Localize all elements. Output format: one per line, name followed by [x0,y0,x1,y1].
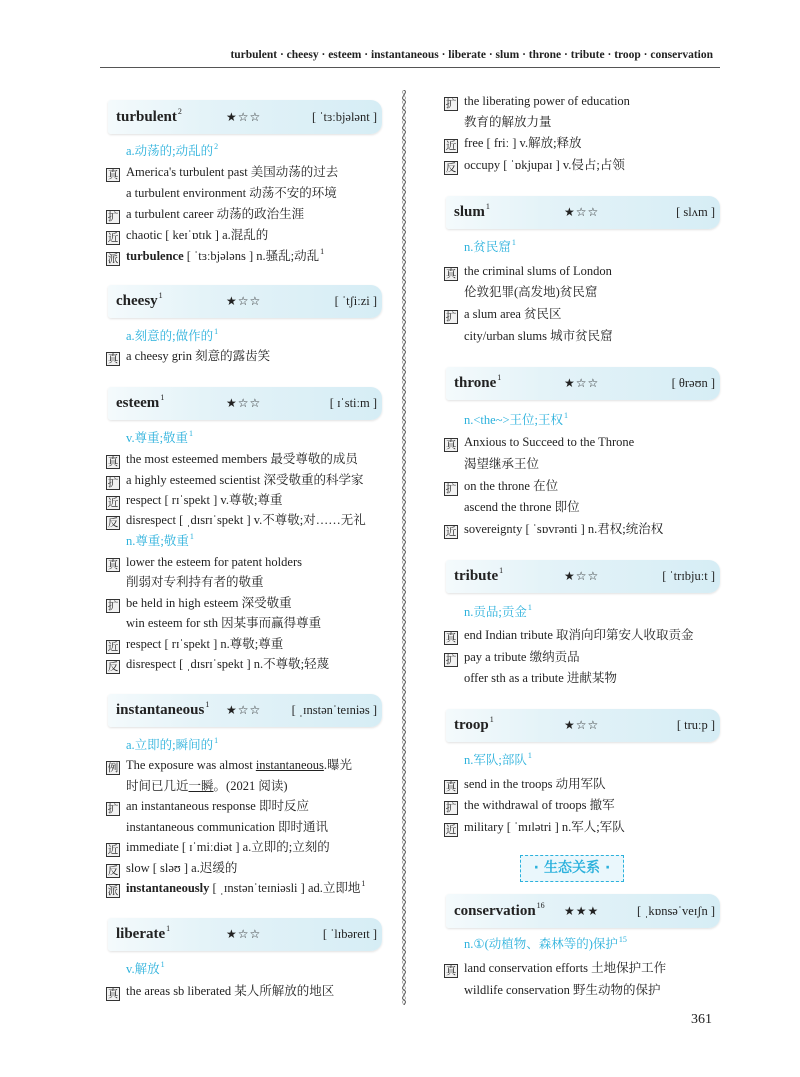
phonetic: [ ˈtɜːbjələnt ] [312,110,377,124]
synonym-line [444,133,582,153]
real-exam-tag: 真 [445,268,457,280]
line-text: chaotic [ keɪˈɒtɪk ] a.混乱的 [126,228,269,242]
headword-frequency: 1 [485,202,490,211]
difficulty-stars: ★☆☆ [226,703,262,717]
frequency: 1 [361,879,366,888]
headword: tribute [454,568,499,584]
phonetic: [ ɪˈstiːm ] [329,396,377,410]
real-exam-example-line [106,346,270,366]
sense-frequency: 1 [214,327,219,336]
line-text: instantaneous communication 即时通讯 [126,820,329,834]
extension-tag: 扩 [107,600,119,612]
synonym-line [106,837,330,857]
line-text: a highly esteemed scientist 深受敬重的科学家 [126,473,364,487]
sense-text: v.解放 [126,962,160,976]
real-exam-tag: 真 [107,456,119,468]
sense-definition [444,934,627,954]
line-text: on the throne 在位 [464,479,559,493]
line-text: a turbulent career 动荡的政治生涯 [126,207,305,221]
headword: esteem [116,395,160,411]
line-text: [ ˈtɜːbjələns ] n.骚乱;动乱 [183,249,320,263]
real-exam-example-line [106,981,334,1001]
entry-header-throne [446,367,720,400]
difficulty-stars: ★☆☆ [564,376,600,390]
underlined-translation: 一瞬 [188,779,214,793]
line-text: slow [ sləʊ ] a.迟缓的 [126,861,238,875]
line-text: send in the troops 动用军队 [464,777,606,791]
headword: troop [454,717,489,733]
synonym-tag: 近 [445,140,457,152]
sense-definition [444,410,568,430]
difficulty-stars: ★☆☆ [226,927,262,941]
difficulty-stars: ★☆☆ [226,396,262,410]
entry-header-turbulent [108,100,382,134]
extension-tag: 扩 [107,211,119,223]
line-text: lower the esteem for patent holders [126,555,302,569]
headword-wrap [454,894,545,928]
headword-frequency: 1 [497,373,502,382]
section-label: 生态关系 [544,860,600,876]
real-exam-example-line [106,162,338,182]
entry-header-tribute [446,560,720,593]
difficulty-stars: ★☆☆ [564,718,600,732]
continuation-line [444,454,539,474]
headword-frequency: 1 [499,566,504,575]
synonym-line [106,634,283,654]
real-exam-tag: 真 [107,988,119,1000]
headword: slum [454,204,485,220]
sense-definition [444,750,532,770]
line-text: free [ friː ] v.解放;释放 [464,136,582,150]
sense-text: a.刻意的;做作的 [126,329,214,343]
extended-phrase-line [444,647,580,667]
sense-frequency: 1 [527,751,532,760]
line-text: occupy [ ˈɒkjupaɪ ] v.侵占;占领 [464,158,625,172]
line-text: a slum area 贫民区 [464,307,562,321]
headword-frequency: 1 [160,393,165,402]
page-number: 361 [691,1012,712,1027]
sense-text: n.①(动植物、森林等的)保护 [464,937,618,951]
headword-wrap [116,100,182,134]
line-text: offer sth as a tribute 进献某物 [464,671,617,685]
headword: throne [454,375,497,391]
synonym-line [444,519,663,539]
sense-text: a.立即的;瞬间的 [126,738,214,752]
continuation-line [444,112,552,132]
antonym-line [106,654,329,674]
headword-frequency: 2 [177,107,182,116]
continuation-line [444,980,661,1000]
line-text: The exposure was almost [126,758,256,772]
sense-frequency: 1 [527,603,532,612]
continuation-line [444,282,597,302]
synonym-tag: 近 [107,844,119,856]
difficulty-stars: ★☆☆ [226,294,262,308]
extended-phrase-line [106,796,309,816]
continuation-line [444,668,617,688]
extension-tag: 扩 [445,483,457,495]
extension-tag: 扩 [445,802,457,814]
headword-wrap [116,694,209,727]
extended-phrase-line [106,470,363,490]
extension-tag: 扩 [445,311,457,323]
derivative-line [106,878,365,898]
extension-tag: 扩 [445,98,457,110]
underlined-keyword: instantaneous [255,758,324,772]
line-text: [ ˌɪnstənˈteɪniəsli ] ad.立即地 [209,881,361,895]
real-exam-example-line [444,774,606,794]
sense-frequency: 1 [214,736,219,745]
sense-text: n.贡品;贡金 [464,605,527,619]
real-exam-tag: 真 [445,965,457,977]
sense-text: v.尊重;敬重 [126,431,189,445]
section-bullet: · [605,860,611,876]
real-exam-tag: 真 [445,632,457,644]
headword-wrap [454,367,501,400]
phonetic: [ ˌɪnstənˈteɪniəs ] [291,703,377,717]
line-text: 削弱对专利持有者的敬重 [126,575,264,589]
entry-header-liberate [108,918,382,951]
line-text: a cheesy grin 刻意的露齿笑 [126,349,271,363]
line-text: 。(2021 阅读) [213,779,288,793]
antonym-tag: 反 [107,661,119,673]
line-text: the liberating power of education [464,94,630,108]
sense-definition [106,735,218,755]
extension-tag: 扩 [107,477,119,489]
synonym-tag: 近 [445,526,457,538]
headword-wrap [454,196,490,229]
continuation-line [106,613,321,633]
synonym-tag: 近 [445,824,457,836]
sense-frequency: 1 [189,532,194,541]
antonym-line [106,510,366,530]
difficulty-stars: ★☆☆ [564,569,600,583]
real-exam-example-line [444,261,612,281]
real-exam-example-line [444,432,634,452]
extended-phrase-line [444,795,615,815]
real-exam-tag: 真 [107,559,119,571]
difficulty-stars: ★☆☆ [226,110,262,124]
entry-header-cheesy [108,285,382,318]
headword: conservation [454,903,536,919]
derivative-word: turbulence [126,249,184,263]
headword-frequency: 1 [205,700,210,709]
sense-definition [444,237,516,257]
line-text: the most esteemed members 最受尊敬的成员 [126,452,358,466]
sense-frequency: 1 [563,411,568,420]
antonym-tag: 反 [107,517,119,529]
line-text: Anxious to Succeed to the Throne [464,435,635,449]
headword-frequency: 1 [489,715,494,724]
headword-wrap [454,709,494,742]
headword-wrap [454,560,503,593]
real-exam-tag: 真 [445,781,457,793]
extended-phrase-line [444,304,562,324]
extended-phrase-line [106,593,292,613]
headword: turbulent [116,109,177,125]
sense-frequency: 1 [189,429,194,438]
phonetic: [ ˌkɒnsəˈveɪʃn ] [636,904,715,918]
continuation-line [444,326,613,346]
derivative-tag: 派 [107,885,119,897]
sense-frequency: 1 [160,960,165,969]
real-exam-tag: 真 [445,439,457,451]
sense-definition [106,326,218,346]
antonym-line [444,155,625,175]
real-exam-example-line [444,625,694,645]
headword-frequency: 1 [166,924,171,933]
real-exam-example-line [106,552,302,572]
continuation-line [444,497,580,517]
real-exam-example-line [106,449,358,469]
headword-frequency: 16 [536,901,545,910]
sense-text: n.尊重;敬重 [126,534,189,548]
extended-phrase-line [444,476,558,496]
synonym-tag: 近 [107,641,119,653]
line-text: be held in high esteem 深受敬重 [126,596,292,610]
sense-definition [106,428,193,448]
real-exam-tag: 真 [107,353,119,365]
phonetic: [ θrəʊn ] [671,376,715,390]
sense-text: n.军队;部队 [464,753,527,767]
sense-frequency: 15 [618,935,627,944]
line-text: city/urban slums 城市贫民窟 [464,329,613,343]
headword-frequency: 1 [158,291,163,300]
line-text: the criminal slums of London [464,264,612,278]
example-sentence-line [106,755,352,775]
example-tag: 例 [107,762,119,774]
derivative-word: instantaneously [126,881,210,895]
antonym-line [106,858,237,878]
line-text: 渴望继承王位 [464,457,540,471]
line-text: land conservation efforts 土地保护工作 [464,961,667,975]
sense-definition [106,531,194,551]
line-text: America's turbulent past 美国动荡的过去 [126,165,339,179]
line-text: .曝光 [323,758,353,772]
header-rule [100,67,720,68]
continuation-line [106,183,337,203]
phonetic: [ ˈtrɪbjuːt ] [662,569,715,583]
line-text: 伦敦犯罪(高发地)贫民窟 [464,285,598,299]
extended-phrase-line [444,91,630,111]
frequency: 1 [320,247,325,256]
difficulty-stars: ★★★ [564,904,600,918]
line-text: disrespect [ ˌdɪsrɪˈspekt ] n.不尊敬;轻蔑 [126,657,330,671]
line-text: 教育的解放力量 [464,115,552,129]
synonym-line [106,490,282,510]
line-text: end Indian tribute 取消向印第安人收取贡金 [464,628,694,642]
line-text: the withdrawal of troops 撤军 [464,798,615,812]
section-heading-ecology [520,855,624,882]
entry-header-conservation [446,894,720,928]
line-text: ascend the throne 即位 [464,500,580,514]
line-text: pay a tribute 缴纳贡品 [464,650,580,664]
synonym-line [106,225,268,245]
headword: liberate [116,926,166,942]
entry-header-instantaneous [108,694,382,727]
line-text: military [ ˈmɪlətri ] n.军人;军队 [464,820,625,834]
difficulty-stars: ★☆☆ [564,205,600,219]
sense-text: n.贫民窟 [464,240,511,254]
line-text: sovereignty [ ˈsɒvrənti ] n.君权;统治权 [464,522,664,536]
derivative-line [106,246,324,266]
line-text: 时间已几近 [126,779,189,793]
extension-tag: 扩 [107,803,119,815]
phonetic: [ truːp ] [676,718,715,732]
entry-header-slum [446,196,720,229]
extended-phrase-line [106,204,304,224]
synonym-tag: 近 [107,497,119,509]
sense-text: n.<the~>王位;王权 [464,413,563,427]
line-text: disrespect [ ˌdɪsrɪˈspekt ] v.不尊敬;对……无礼 [126,513,366,527]
headword-wrap [116,918,170,951]
entry-header-troop [446,709,720,742]
sense-definition [444,602,532,622]
sense-definition [106,141,218,161]
derivative-tag: 派 [107,253,119,265]
phonetic: [ ˈtʃiːzi ] [334,294,377,308]
line-text: immediate [ ɪˈmiːdiət ] a.立即的;立刻的 [126,840,330,854]
line-text: an instantaneous response 即时反应 [126,799,309,813]
synonym-tag: 近 [107,232,119,244]
sense-frequency: 1 [511,238,516,247]
line-text: wildlife conservation 野生动物的保护 [464,983,661,997]
phonetic: [ ˈlɪbəreɪt ] [322,927,377,941]
headword-wrap [116,285,163,318]
sense-text: a.动荡的;动乱的 [126,144,214,158]
line-text: a turbulent environment 动荡不安的环境 [126,186,337,200]
headword: instantaneous [116,702,205,718]
section-bullet: · [533,860,539,876]
line-text: respect [ rɪˈspekt ] v.尊敬;尊重 [126,493,283,507]
sense-definition [106,959,165,979]
synonym-line [444,817,625,837]
antonym-tag: 反 [107,865,119,877]
headword-wrap [116,387,164,420]
continuation-line [106,572,264,592]
sense-frequency: 2 [214,142,219,151]
real-exam-example-line [444,958,666,978]
extension-tag: 扩 [445,654,457,666]
continuation-line [106,817,328,837]
headword: cheesy [116,293,158,309]
phonetic: [ slʌm ] [676,205,715,219]
entry-header-esteem [108,387,382,420]
column-divider-ornament [398,90,410,1005]
line-text: respect [ rɪˈspekt ] n.尊敬;尊重 [126,637,284,651]
continuation-line [106,776,287,796]
antonym-tag: 反 [445,162,457,174]
running-header: turbulent · cheesy · esteem · instantaneous · liberate · slum · throne · tribute · troop · conservation [230,49,713,61]
line-text: the areas sb liberated 某人所解放的地区 [126,984,335,998]
line-text: win esteem for sth 因某事而赢得尊重 [126,616,322,630]
real-exam-tag: 真 [107,169,119,181]
